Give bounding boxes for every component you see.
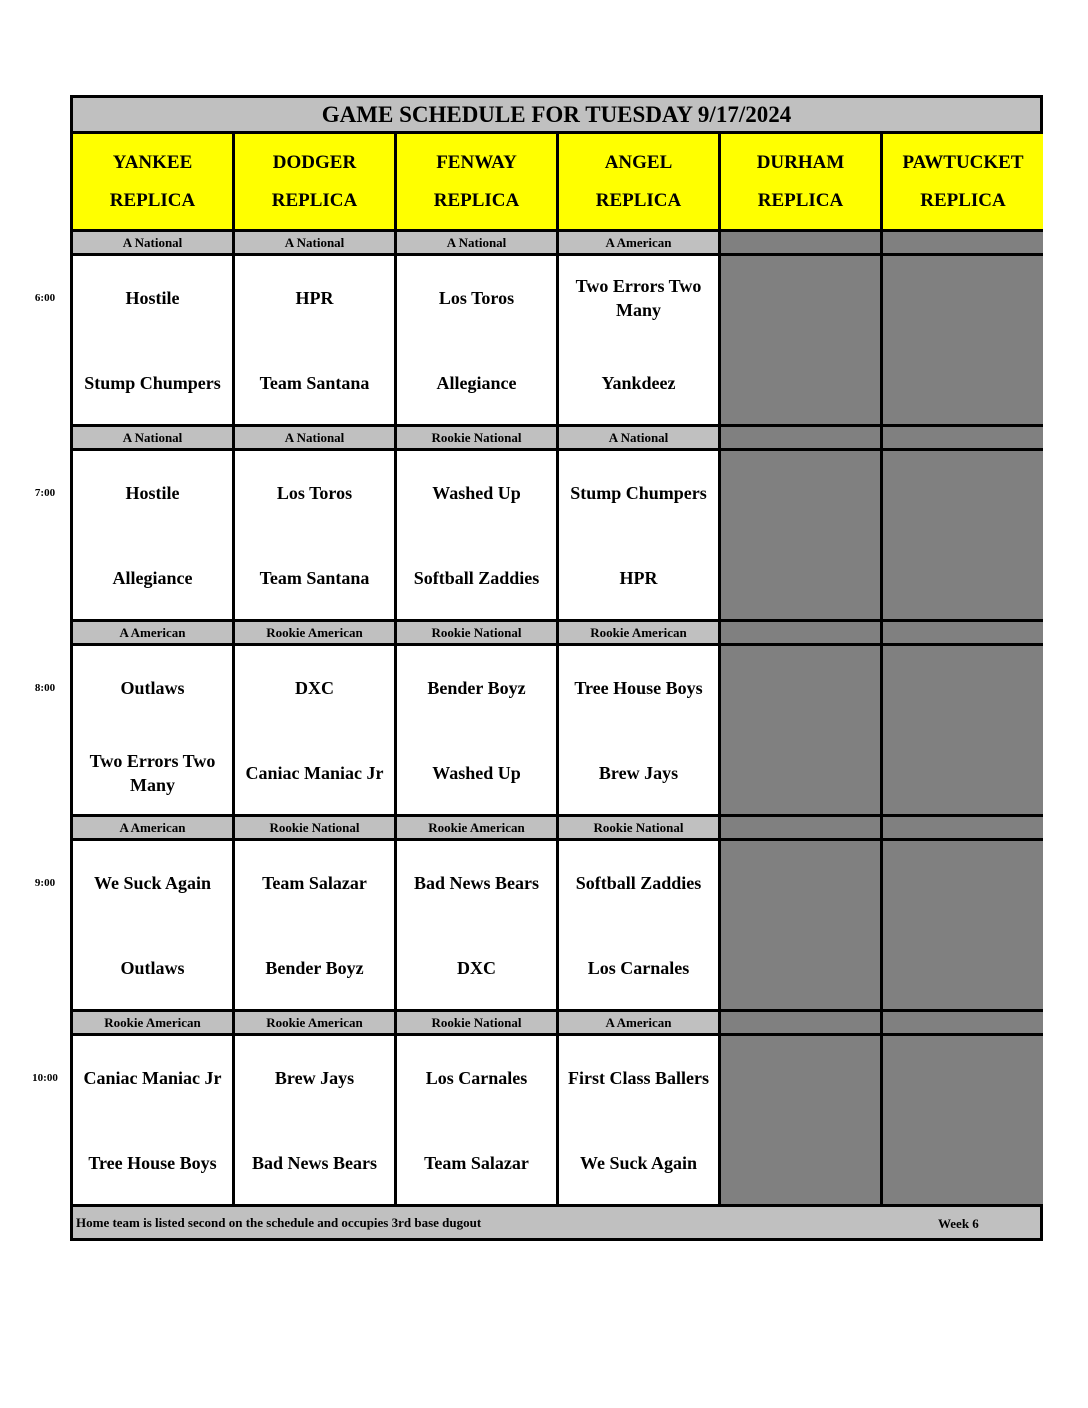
unused-field-cell — [721, 451, 880, 619]
field-type: REPLICA — [109, 189, 196, 211]
away-team: Los Carnales — [425, 1068, 528, 1088]
unused-division-band — [721, 622, 880, 643]
game-cell — [559, 646, 718, 814]
home-team: Bad News Bears — [252, 1153, 377, 1173]
division-label: A National — [559, 427, 718, 448]
away-team: Tree House Boys — [574, 678, 703, 698]
unused-division-band — [721, 817, 880, 838]
home-team: Bender Boyz — [265, 958, 364, 978]
home-team: Washed Up — [432, 763, 521, 783]
away-team: Softball Zaddies — [575, 873, 702, 893]
game-cell — [73, 1036, 232, 1204]
division-label: Rookie National — [235, 817, 394, 838]
away-team: DXC — [295, 678, 334, 698]
home-team: Tree House Boys — [88, 1153, 217, 1173]
away-team: Los Toros — [276, 483, 353, 503]
schedule-table — [70, 95, 1043, 1241]
game-cell — [235, 256, 394, 424]
unused-division-band — [883, 1012, 1043, 1033]
game-cell — [235, 1036, 394, 1204]
division-label: Rookie National — [397, 622, 556, 643]
game-cell — [559, 256, 718, 424]
game-cell — [397, 256, 556, 424]
home-team: Team Santana — [259, 568, 370, 588]
home-team: Allegiance — [112, 568, 193, 588]
game-cell — [73, 256, 232, 424]
home-team: Yankdeez — [601, 373, 676, 393]
game-cell — [73, 646, 232, 814]
footer-note: Home team is listed second on the schedule and occupies 3rd base dugout — [73, 1207, 1040, 1238]
away-team: Hostile — [125, 483, 180, 503]
away-team: Two Errors Two Many — [575, 276, 702, 320]
division-label: A American — [559, 1012, 718, 1033]
field-type: REPLICA — [920, 189, 1006, 211]
home-team: Team Santana — [259, 373, 370, 393]
time-label: 8:00 — [34, 682, 56, 694]
time-label: 10:00 — [32, 1072, 58, 1084]
unused-field-cell — [883, 841, 1043, 1009]
field-header — [721, 134, 880, 229]
away-team: Hostile — [125, 288, 180, 308]
time-label: 7:00 — [34, 487, 56, 499]
unused-field-cell — [721, 646, 880, 814]
away-team: Stump Chumpers — [570, 483, 707, 503]
field-name: YANKEE — [112, 151, 193, 173]
home-team: Los Carnales — [587, 958, 690, 978]
division-label: Rookie American — [73, 1012, 232, 1033]
field-header — [559, 134, 718, 229]
division-label: Rookie American — [397, 817, 556, 838]
field-name: PAWTUCKET — [902, 151, 1024, 173]
game-cell — [235, 646, 394, 814]
time-label: 6:00 — [34, 292, 56, 304]
unused-division-band — [883, 622, 1043, 643]
division-label: A National — [73, 427, 232, 448]
home-team: Team Salazar — [424, 1153, 529, 1173]
division-label: A American — [73, 817, 232, 838]
home-team: We Suck Again — [579, 1153, 698, 1173]
unused-division-band — [883, 817, 1043, 838]
field-type: REPLICA — [757, 189, 844, 211]
game-cell — [559, 1036, 718, 1204]
week-label: Week 6 — [938, 1216, 979, 1231]
game-cell — [397, 1036, 556, 1204]
unused-field-cell — [721, 841, 880, 1009]
home-team: Brew Jays — [598, 763, 679, 783]
game-cell — [397, 646, 556, 814]
away-team: Brew Jays — [274, 1068, 355, 1088]
division-label: Rookie National — [559, 817, 718, 838]
division-label: A American — [73, 622, 232, 643]
unused-division-band — [721, 232, 880, 253]
field-header — [397, 134, 556, 229]
unused-field-cell — [883, 256, 1043, 424]
away-team: Outlaws — [120, 678, 185, 698]
unused-division-band — [721, 427, 880, 448]
game-cell — [559, 841, 718, 1009]
field-header — [883, 134, 1043, 229]
unused-division-band — [721, 1012, 880, 1033]
home-team: Stump Chumpers — [84, 373, 221, 393]
division-label: A American — [559, 232, 718, 253]
division-label: Rookie American — [559, 622, 718, 643]
home-team: DXC — [457, 958, 496, 978]
time-label: 9:00 — [34, 877, 56, 889]
away-team: Team Salazar — [262, 873, 367, 893]
home-team: Softball Zaddies — [413, 568, 540, 588]
unused-division-band — [883, 232, 1043, 253]
division-label: Rookie National — [397, 1012, 556, 1033]
field-header — [235, 134, 394, 229]
division-label: A National — [235, 427, 394, 448]
away-team: Washed Up — [432, 483, 521, 503]
field-type: REPLICA — [595, 189, 682, 211]
game-cell — [397, 451, 556, 619]
unused-field-cell — [883, 451, 1043, 619]
away-team: We Suck Again — [93, 873, 212, 893]
field-name: DODGER — [272, 151, 357, 173]
away-team: First Class Ballers — [568, 1068, 709, 1088]
division-label: A National — [73, 232, 232, 253]
home-team: Caniac Maniac Jr — [245, 763, 384, 783]
field-type: REPLICA — [433, 189, 520, 211]
away-team: Caniac Maniac Jr — [83, 1068, 222, 1088]
away-team: HPR — [295, 288, 334, 308]
unused-field-cell — [721, 1036, 880, 1204]
away-team: Los Toros — [438, 288, 515, 308]
page-title: GAME SCHEDULE FOR TUESDAY 9/17/2024 — [73, 98, 1040, 131]
unused-field-cell — [721, 256, 880, 424]
home-team: Outlaws — [120, 958, 185, 978]
game-cell — [73, 841, 232, 1009]
division-label: A National — [397, 232, 556, 253]
away-team: Bad News Bears — [414, 873, 539, 893]
field-name: FENWAY — [436, 151, 517, 173]
game-cell — [73, 451, 232, 619]
home-team: Two Errors Two Many — [89, 751, 216, 795]
unused-division-band — [883, 427, 1043, 448]
unused-field-cell — [883, 646, 1043, 814]
division-label: Rookie American — [235, 1012, 394, 1033]
game-cell — [397, 841, 556, 1009]
field-name: ANGEL — [604, 151, 673, 173]
division-label: A National — [235, 232, 394, 253]
unused-field-cell — [883, 1036, 1043, 1204]
game-cell — [235, 451, 394, 619]
field-name: DURHAM — [756, 151, 845, 173]
division-label: Rookie American — [235, 622, 394, 643]
field-header — [73, 134, 232, 229]
home-team: Allegiance — [436, 373, 517, 393]
field-type: REPLICA — [271, 189, 358, 211]
home-team: HPR — [619, 568, 658, 588]
game-cell — [559, 451, 718, 619]
game-cell — [235, 841, 394, 1009]
away-team: Bender Boyz — [427, 678, 526, 698]
division-label: Rookie National — [397, 427, 556, 448]
